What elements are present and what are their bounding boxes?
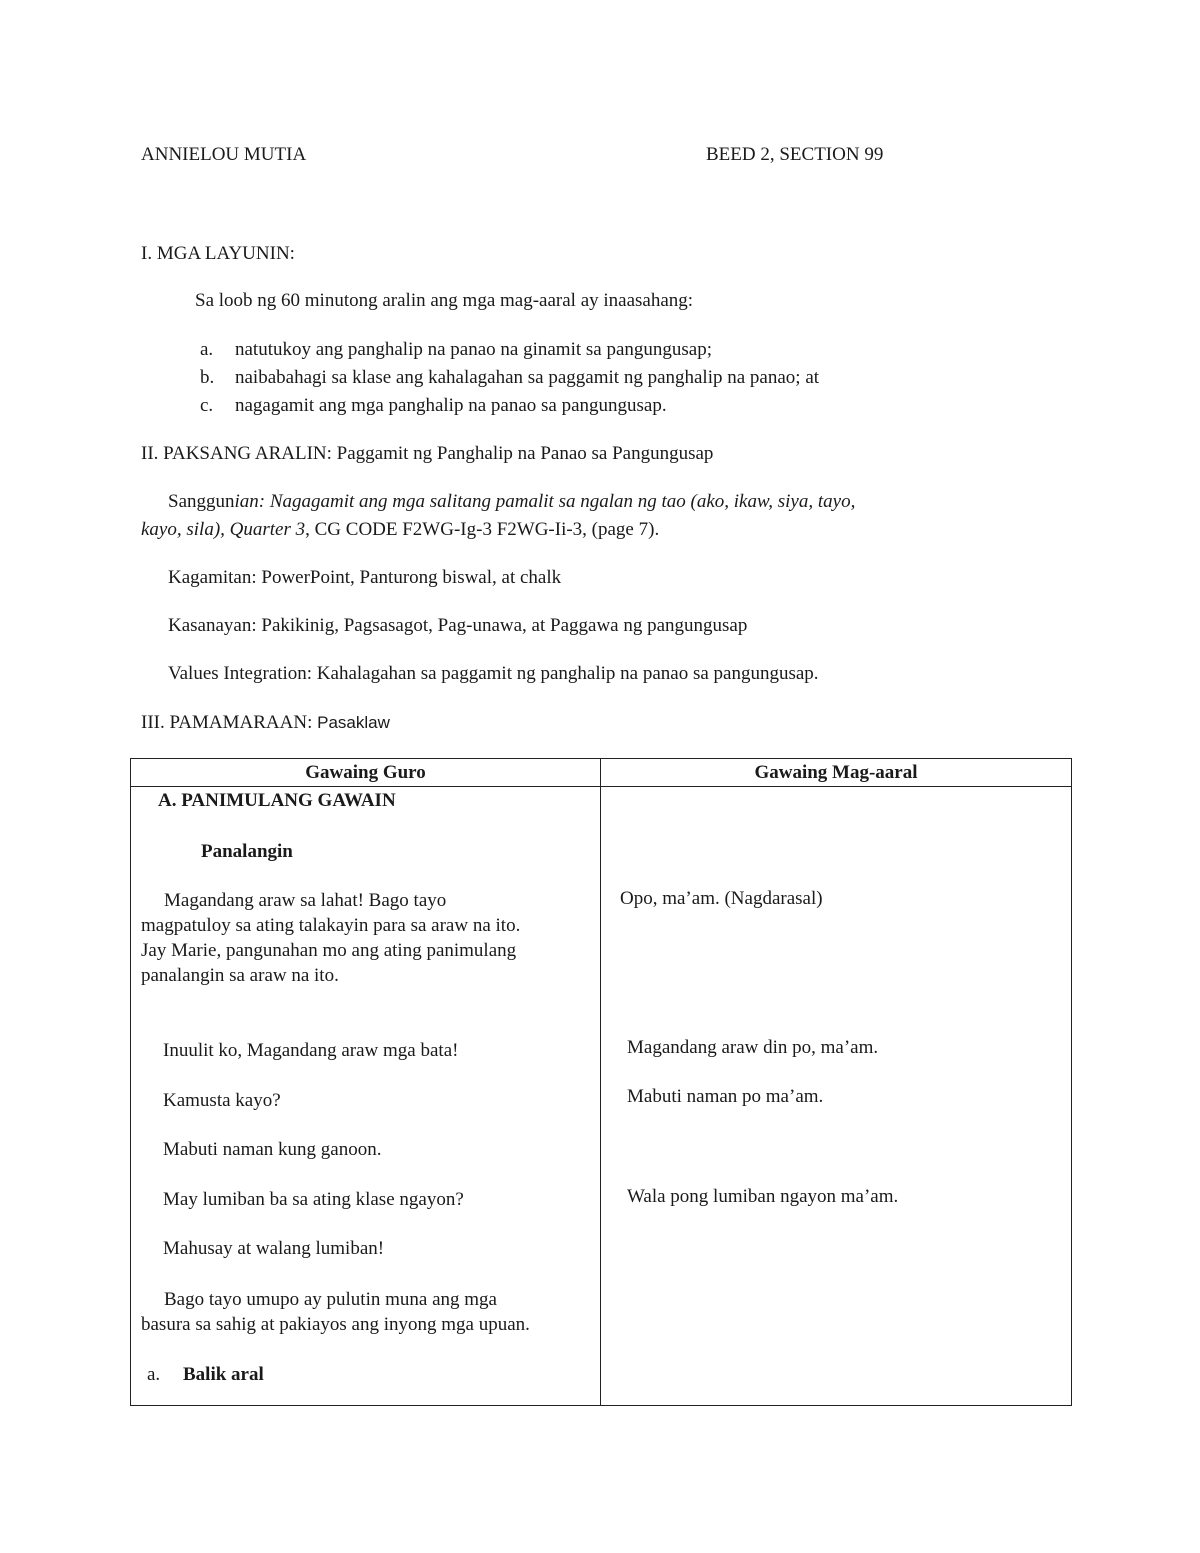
skills: Kasanayan: Pakikinig, Pagsasagot, Pag-unawa, at Paggawa ng pangungusap bbox=[168, 615, 748, 636]
subject-heading: II. PAKSANG ARALIN: Paggamit ng Panghalip na Panao sa Pangungusap bbox=[141, 443, 714, 464]
reference-line-2 bbox=[141, 518, 659, 542]
section-title: A. PANIMULANG GAWAIN bbox=[158, 790, 396, 811]
greeting-line: Magandang araw sa lahat! Bago tayo bbox=[164, 890, 447, 911]
student-name: ANNIELOU MUTIA bbox=[141, 144, 307, 165]
teacher-line: Mahusay at walang lumiban! bbox=[163, 1238, 385, 1259]
reference-label: Sanggun bbox=[168, 491, 235, 512]
student-cell bbox=[601, 787, 1072, 1406]
teacher-cell bbox=[131, 787, 601, 1406]
teacher-line: basura sa sahig at pakiayos ang inyong mga upuan. bbox=[141, 1314, 530, 1335]
reference-line-1 bbox=[168, 490, 855, 514]
objective-item-b: naibabahagi sa klase ang kahalagahan sa paggamit ng panghalip na panao; at bbox=[235, 367, 820, 388]
values-integration: Values Integration: Kahalagahan sa paggamit ng panghalip na panao sa pangungusap. bbox=[168, 663, 819, 684]
greeting-line: panalangin sa araw na ito. bbox=[141, 965, 339, 986]
table-header-row bbox=[131, 759, 1072, 787]
objective-item-a: natutukoy ang panghalip na panao na ginamit sa pangungusap; bbox=[235, 339, 712, 360]
greeting-line: Jay Marie, pangunahan mo ang ating panimulang bbox=[141, 940, 517, 961]
procedure-title: III. PAMAMARAAN: bbox=[141, 712, 318, 733]
reference-code: , CG CODE F2WG-Ig-3 F2WG-Ii-3, (page 7). bbox=[305, 519, 660, 540]
teacher-line: Mabuti naman kung ganoon. bbox=[163, 1139, 382, 1160]
objective-marker-c: c. bbox=[200, 395, 214, 416]
objectives-heading: I. MGA LAYUNIN: bbox=[141, 243, 295, 264]
student-response: Wala pong lumiban ngayon ma’am. bbox=[627, 1186, 899, 1207]
student-response: Opo, ma’am. (Nagdarasal) bbox=[620, 888, 823, 909]
student-response: Mabuti naman po ma’am. bbox=[627, 1086, 824, 1107]
student-response: Magandang araw din po, ma’am. bbox=[627, 1037, 879, 1058]
materials: Kagamitan: PowerPoint, Panturong biswal, at chalk bbox=[168, 567, 562, 588]
objective-marker-b: b. bbox=[200, 367, 215, 388]
student-column-header: Gawaing Mag-aaral bbox=[601, 759, 1072, 787]
teacher-column-header: Gawaing Guro bbox=[131, 759, 601, 787]
teacher-line: May lumiban ba sa ating klase ngayon? bbox=[163, 1189, 464, 1210]
lesson-table bbox=[130, 758, 1072, 1406]
procedure-method: Pasaklaw bbox=[317, 713, 390, 732]
prayer-title: Panalangin bbox=[201, 841, 293, 862]
review-marker: a. bbox=[147, 1364, 161, 1385]
table-row bbox=[131, 787, 1072, 1406]
procedure-heading bbox=[141, 711, 390, 735]
reference-quarter: kayo, sila), Quarter 3 bbox=[141, 519, 306, 540]
student-section: BEED 2, SECTION 99 bbox=[706, 144, 884, 165]
teacher-line: Bago tayo umupo ay pulutin muna ang mga bbox=[164, 1289, 497, 1310]
reference-description: ian: Nagagamit ang mga salitang pamalit sa ngalan ng tao (ako, ikaw, siya, tayo, bbox=[234, 491, 856, 512]
review-title: Balik aral bbox=[183, 1364, 264, 1385]
objective-marker-a: a. bbox=[200, 339, 214, 360]
objective-item-c: nagagamit ang mga panghalip na panao sa pangungusap. bbox=[235, 395, 667, 416]
teacher-line: Inuulit ko, Magandang araw mga bata! bbox=[163, 1040, 459, 1061]
objectives-intro: Sa loob ng 60 minutong aralin ang mga mag-aaral ay inaasahang: bbox=[195, 290, 694, 311]
greeting-line: magpatuloy sa ating talakayin para sa araw na ito. bbox=[141, 915, 521, 936]
teacher-line: Kamusta kayo? bbox=[163, 1090, 281, 1111]
